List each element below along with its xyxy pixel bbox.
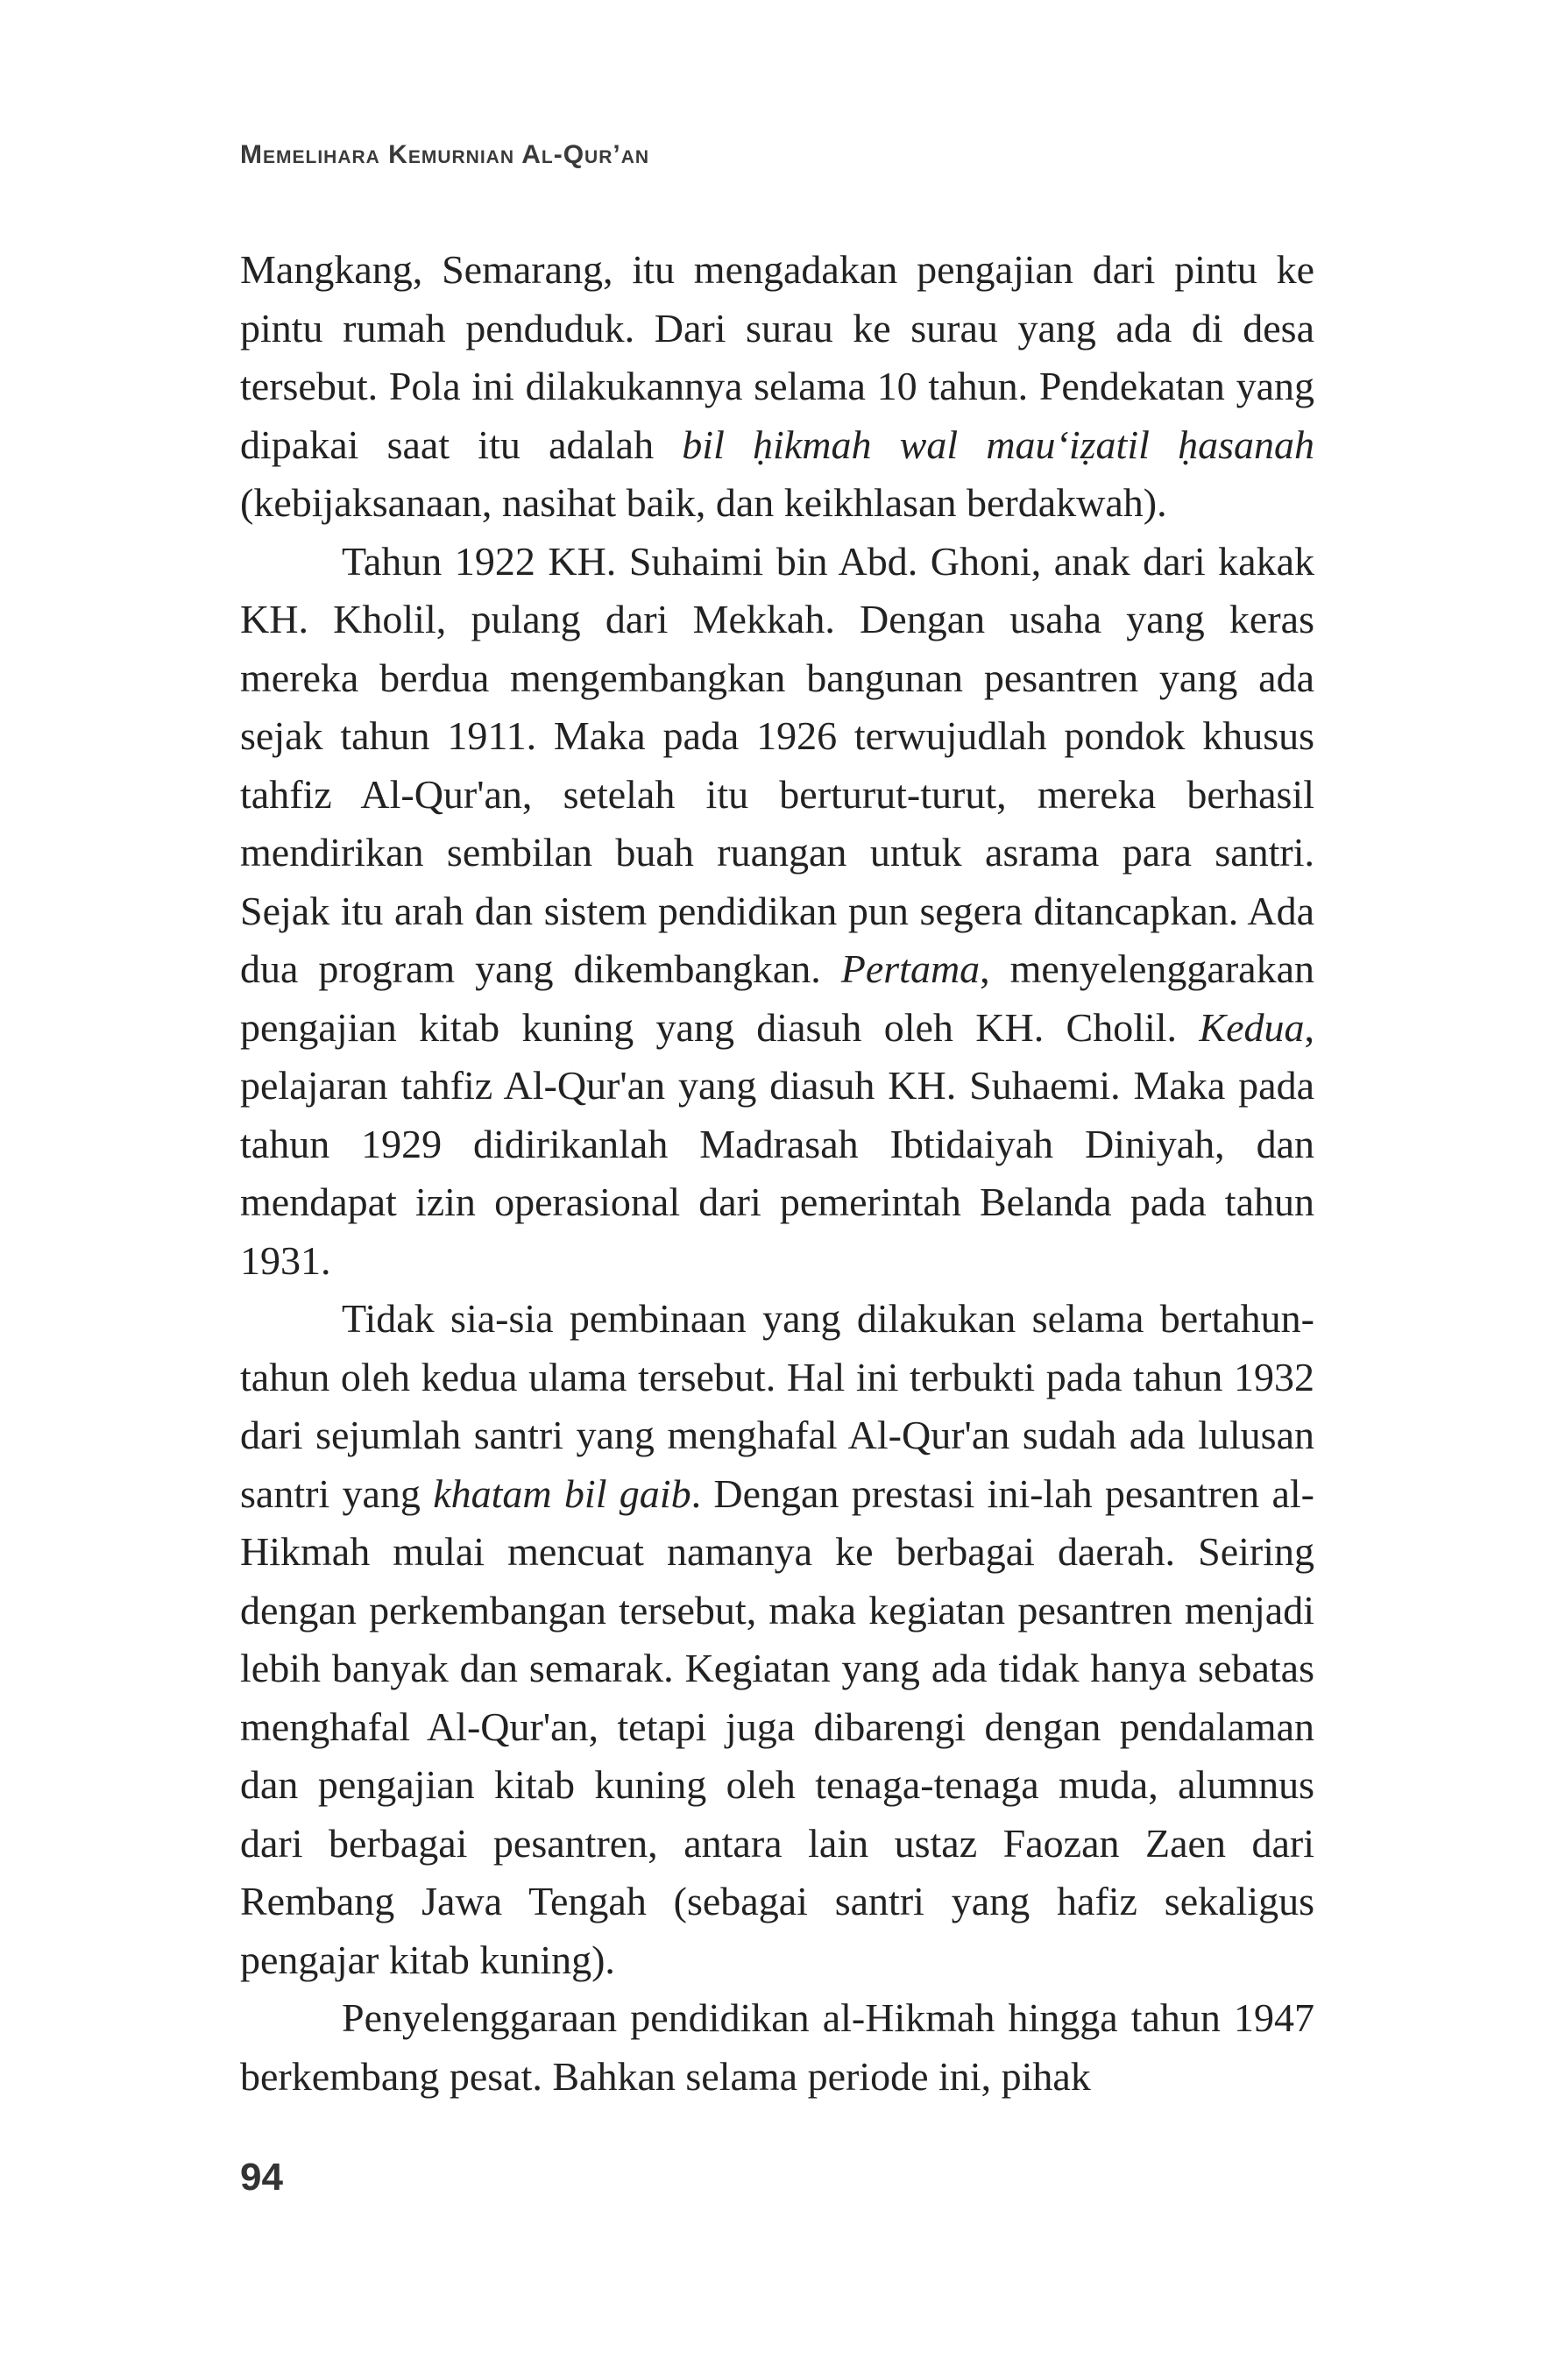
paragraph-3-text-b: . Dengan prestasi ini-lah pesantren al-Hikmah mulai mencuat namanya ke berbagai daerah. Seiring dengan perkembangan tersebut, maka kegiatan pesantren menjadi lebih banyak dan semarak. Kegiatan yang ada tidak hanya sebatas menghafal Al-Qur'an, tetapi juga dibarengi dengan pendalaman dan pengajian kitab kuning oleh tenaga-tenaga muda, alumnus dari berbagai pesantren, antara lain ustaz Faozan Zaen dari Rembang Jawa Tengah (sebagai santri yang hafiz sekaligus pengajar kitab kuning). xyxy=(240,1470,1314,1982)
paragraph-1-italic-term: bil ḥikmah wal mau‘iẓatil ḥasanah xyxy=(682,421,1314,467)
paragraph-1-text-a: Mangkang, Semarang, itu mengadakan pengajian dari pintu ke pintu rumah penduduk. Dari surau ke surau yang ada di desa tersebut. Pola ini dilakukannya selama 10 tahun. Pendekatan yang dipakai saat itu adalah xyxy=(240,247,1314,467)
paragraph-4 xyxy=(240,1989,1314,2106)
paragraph-1 xyxy=(240,241,1314,533)
paragraph-2 xyxy=(240,533,1314,1291)
paragraph-2-text-c: , pelajaran tahfiz Al-Qur'an yang diasuh KH. Suhaemi. Maka pada tahun 1929 didirikanlah Madrasah Ibtidaiyah Diniyah, dan mendapat izin operasional dari pemerintah Belanda pada tahun 1931. xyxy=(240,1004,1314,1283)
paragraph-2-text-a: Tahun 1922 KH. Suhaimi bin Abd. Ghoni, anak dari kakak KH. Kholil, pulang dari Mekkah. Dengan usaha yang keras mereka berdua mengembangkan bangunan pesantren yang ada sejak tahun 1911. Maka pada 1926 terwujudlah pondok khusus tahfiz Al-Qur'an, setelah itu berturut-turut, mereka berhasil mendirikan sembilan buah ruangan untuk asrama para santri. Sejak itu arah dan sistem pendidikan pun segera ditancapkan. Ada dua program yang dikembangkan. xyxy=(240,538,1314,991)
paragraph-3-italic-term: khatam bil gaib xyxy=(433,1470,691,1516)
paragraph-1-text-b: (kebijaksanaan, nasihat baik, dan keikhlasan berdakwah). xyxy=(240,480,1167,525)
paragraph-2-italic-kedua: Kedua xyxy=(1199,1004,1305,1050)
body-text xyxy=(240,241,1314,2106)
paragraph-2-italic-pertama: Pertama xyxy=(840,946,981,991)
paragraph-4-text-a: Penyelenggaraan pendidikan al-Hikmah hingga tahun 1947 berkembang pesat. Bahkan selama periode ini, pihak xyxy=(240,1995,1314,2099)
running-head: Memelihara Kemurnian Al-Qur’an xyxy=(240,140,650,169)
paragraph-3-text-a: Tidak sia-sia pembinaan yang dilakukan selama bertahun-tahun oleh kedua ulama tersebut. Hal ini terbukti pada tahun 1932 dari sejumlah santri yang menghafal Al-Qur'an sudah ada lulusan santri yang xyxy=(240,1296,1314,1516)
page-number: 94 xyxy=(240,2156,283,2199)
paragraph-3 xyxy=(240,1290,1314,1989)
paragraph-2-text-b: , menyelenggarakan pengajian kitab kuning yang diasuh oleh KH. Cholil. xyxy=(240,946,1314,1050)
